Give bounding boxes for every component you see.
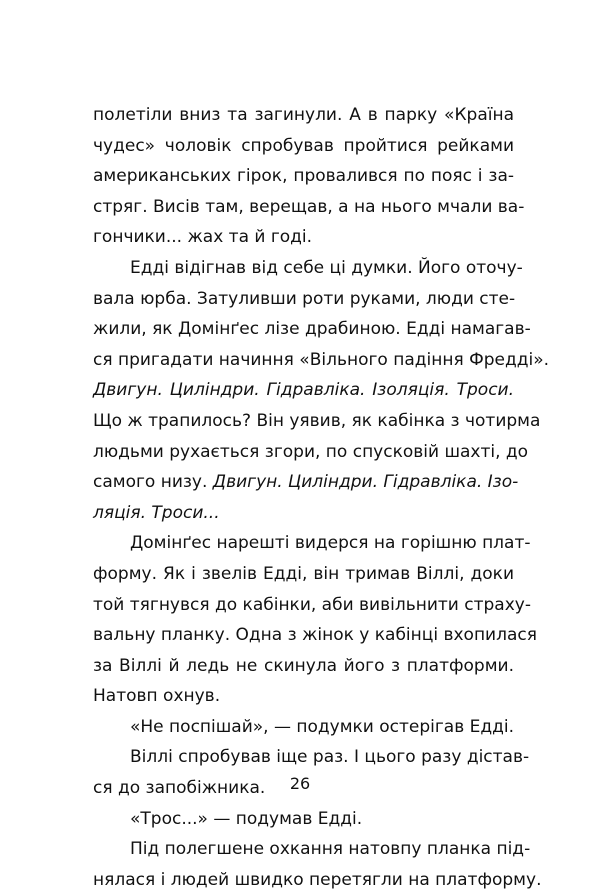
text-line (93, 222, 514, 253)
text-line (93, 498, 514, 529)
text-line (93, 375, 514, 406)
text-segment: чудес» чоловік спробував пройтися рейками (93, 135, 514, 156)
text-segment: стряг. Висів там, верещав, а на нього мчали ва- (93, 196, 525, 217)
text-line (93, 314, 531, 345)
text-line (93, 467, 519, 498)
text-line (93, 742, 530, 773)
text-line (93, 620, 537, 651)
text-segment: «Трос...» — подумав Едді. (130, 808, 363, 829)
text-segment: ся пригадати начиння «Вільного падіння Фредді». (93, 349, 550, 370)
text-line (93, 131, 514, 162)
text-line (93, 100, 514, 131)
text-segment: Натовп охнув. (93, 686, 221, 707)
text-segment: форму. Як і звелів Едді, він тримав Віллі, доки (93, 563, 514, 584)
text-line (93, 651, 514, 682)
text-segment: людьми рухається згори, по спусковій шахті, до (93, 441, 529, 462)
text-segment: нялася і людей швидко перетягли на платформу. (93, 869, 542, 890)
text-segment: ся до запобіжника. (93, 778, 266, 799)
italic-text-segment: ляція. Троси... (93, 502, 220, 523)
text-line (93, 865, 542, 895)
text-segment: Що ж трапилось? Він уявив, як кабінка з чотирма (93, 410, 541, 431)
text-segment: «Не поспішай», — подумки остерігав Едді. (130, 716, 515, 737)
text-line (93, 834, 531, 865)
text-line (93, 345, 550, 376)
text-segment: Віллі спробував іще раз. І цього разу дістав- (130, 747, 530, 768)
text-segment: за Віллі й ледь не скинула його з платформи. (93, 655, 514, 676)
text-segment: Домінґес нарешті видерся на горішню плат- (130, 533, 531, 554)
text-line (93, 437, 529, 468)
text-segment: вала юрба. Затуливши роти руками, люди сте- (93, 288, 516, 309)
text-line (93, 192, 525, 223)
text-line (93, 804, 514, 835)
text-segment: самого низу. (93, 472, 213, 493)
text-segment: Під полегшене охкання натовпу планка під- (130, 839, 531, 860)
text-line (93, 161, 514, 192)
text-line (93, 284, 514, 315)
italic-text-segment: Двигун. Циліндри. Гідравліка. Ізоляція. Троси. (93, 380, 514, 401)
text-line (93, 681, 514, 712)
text-segment: гончики... жах та й годі. (93, 227, 313, 248)
text-line (93, 528, 531, 559)
text-segment: жили, як Домінґес лізе драбиною. Едді намагав- (93, 319, 531, 340)
text-line (93, 590, 531, 621)
text-segment: полетіли вниз та загинули. А в парку «Країна (93, 105, 514, 125)
text-segment: американських гірок, провалився по пояс і за- (93, 166, 514, 187)
text-line (93, 406, 541, 437)
text-line (93, 712, 514, 743)
text-line (93, 559, 514, 590)
text-segment: вальну планку. Одна з жінок у кабінці вхопилася (93, 625, 537, 646)
text-segment: Едді відігнав від себе ці думки. Його оточу- (130, 257, 523, 278)
text-segment: той тягнувся до кабінки, аби вивільнити страху- (93, 594, 531, 615)
italic-text-segment: Двигун. Циліндри. Гідравліка. Ізо- (212, 472, 519, 493)
page-number: 26 (289, 774, 311, 793)
text-line (93, 253, 523, 284)
